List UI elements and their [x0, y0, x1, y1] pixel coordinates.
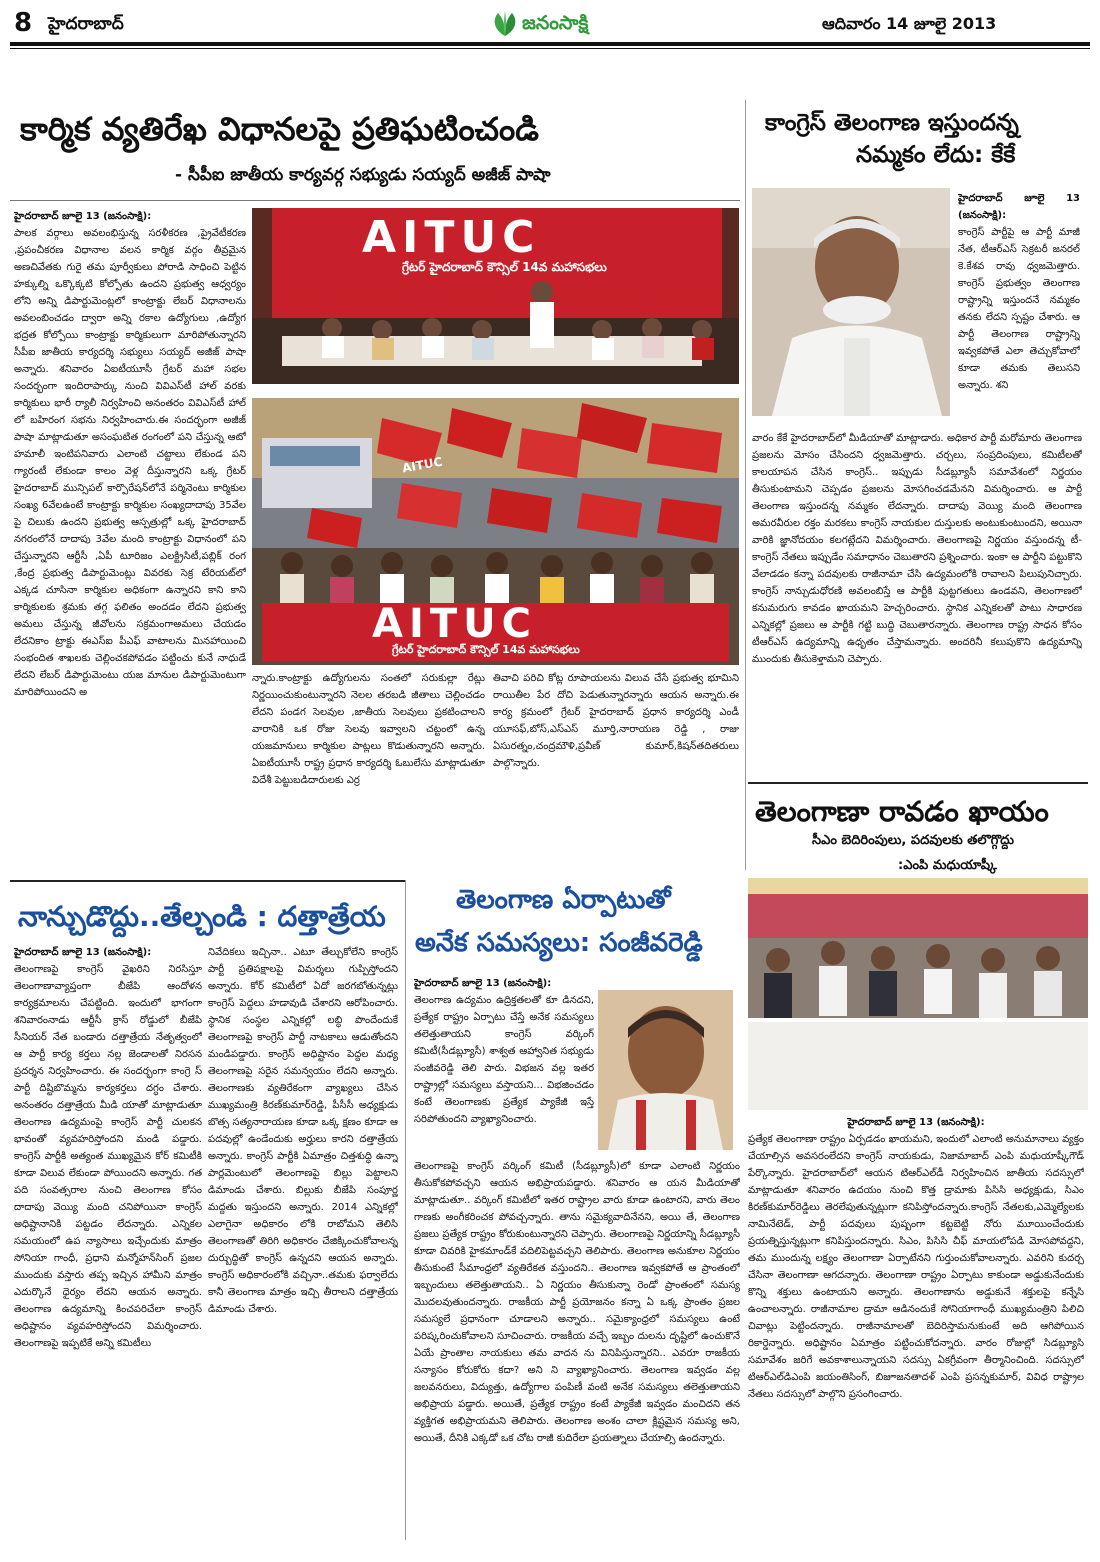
story3-dateline: హైదరాబాద్‌ జూలై 13 (జనంసాక్షి):: [847, 1117, 985, 1128]
page-number: 8: [14, 8, 33, 38]
story4-col1-text: తెలంగాణపై కాంగ్రెస్‌ వైఖరిని నిరసిస్తూ తెలంగాణావ్యాప్తంగా బీజేపి ఆందోళన కార్యక్రమాలను చేపట్టింది. ఇందులో భాగంగా శనివారంనాడు ఆర్టీసీ క్రాస్‌ రోడ్డులో బీజేపి సీనియర్‌ నేత బండారు దత్తాత్రేయ నేతృత్వంలో ఆ పార్టీ కార్య కర్తలు నల్ల జెండాలతో నిరసన ప్రదర్శన నిర్వహించారు. ఈ సందర్భంగా కాంగ్రె స్‌ పార్టీ దిష్టిబొమ్మను కార్యకర్తలు దగ్ధం చేశారు. అనంతరం దత్తాత్రేయ మీడి యాతో మాట్లాడుతూ తెలంగాణ ఉద్యమంపై కాంగ్రెస్‌ పార్టీ చులకన భావంతో వ్యవహరిస్తోందని మండి పడ్డారు. కాంగ్రెస్‌ పార్టీకి అత్యంత ముఖ్యమైన కోర్‌ కమిటీకి కూడా విలువ లేకుండా పోయిందని అన్నారు. గత పది సంవత్సరాల నుంచి తెలంగాణ కోసం దాదాపు వెయ్యి మంది చనిపోయినా కాంగ్రెస్‌ అధిష్టానానికి పట్టడం లేదన్నారు. ఎన్నికల సమయంలో ఉప న్యాసాలు ఇచ్చేందుకు మాత్రం సోనియా గాంధీ, ప్రధాని మన్మోహన్‌సింగ్‌ ప్రజల ముందుకు వస్తారు తప్ప ఇచ్చిన హామీని మాత్రం ఎదుర్కొనే ధైర్యం లేదని ఆయన అన్నారు. తెలంగాణ ఉద్యమాన్ని కించపరిచేలా కాంగ్రెస్‌ అధిష్టానం వ్యవహరిస్తోందని విమర్శించారు. తెలంగాణపై ఇప్పటికే అన్ని కమిటీలు: [14, 964, 202, 1349]
story3-subhead-line1: సీఎం బెదిరింపులు, పదవులకు తలొగ్గొద్దు: [812, 833, 1014, 848]
story1-column-1: [14, 208, 246, 864]
story4-col2-text: నివేదికలు ఇచ్చినా.. ఎటూ తేల్చుకోలేని కాంగ్రెస్‌ పార్టీ ప్రతిపక్షాలపై విమర్శలు గుప్పిస్తోందని అన్నారు. కోర్‌ కమిటీలో ఏదో జరగబోతున్నట్లు కాంగ్రెస్‌ పెద్దలు హడావుడి చేశారని ఆరోపించారు. స్థానిక సంస్థల ఎన్నికల్లో లబ్ధి పొందేందుకే తెలంగాణపై కాంగ్రెస్‌ పార్టీ నాటకాలు ఆడుతోందని మండిపడ్డారు. కాంగ్రెస్‌ అధిష్టానం పెద్దల మధ్య తెలంగాణపై సరైన సమన్వయం లేదని అన్నారు. తెలంగాణకు వ్యతిరేకంగా వ్యాఖ్యలు చేసిన ముఖ్యమంత్రి కిరణ్‌కుమార్‌రెడ్డి, పీసీసీ అధ్యక్షుడు బొత్స సత్యనారాయణ కూడా ఒక్క క్షణం కూడా ఆ పదవుల్లో ఉండేందుకు అర్హులు కారని దత్తాత్రేయ అన్నారు. కాంగ్రెస్‌ పార్టీకి ఏమాత్రం చిత్తశుద్ధి ఉన్నా పార్లమెంటులో తెలంగాణపై బిల్లు పెట్టాలని డిమాండు చేశారు. బిల్లుకు బీజేపి సంపూర్ణ మద్దతు ఇస్తుందని అన్నారు. 2014 ఎన్నికల్లో ఎలాగైనా అధికారం లోకి రాబోమని తెలిసి తెలంగాణతో తిరిగి అధికారం చేజిక్కించుకోవాలన్న దుర్బుద్ధితో కాంగ్రెస్‌ ఉన్నదని ఆయన అన్నారు. కాంగ్రెస్‌ అధికారంలోకి వచ్చినా..తమకు ఫర్వాలేదు కానీ తెలంగాణ మాత్రం ఇచ్చి తీరాలని దత్తాత్రేయ డిమాండు చేశారు.: [208, 947, 398, 1315]
story4-dateline: హైదరాబాద్‌ జూలై 13 (జనంసాక్షి):: [14, 947, 152, 958]
story1-col3-text: తివాచి పరిచి కోట్ల రూపాయలను విలువ చేసే ప్రభుత్వ భూమిని రాయితీల పేర దోచి పెడుతున్నారన్నారు ఆయన అన్నారు.ఈ కార్య క్రమంలో గ్రేటర్‌ హైదరాబాద్‌ ప్రధాన కార్యదర్శి ఎండీ యూసఫ్‌,బోస్‌,ఎస్‌ఎస్‌ మూర్తి,నారాయణ రెడ్డి , రాజు ఏసురత్నం,చంద్రమౌళి,ప్రవీణ్‌ కుమార్‌,కిషన్‌తదితరులు పాల్గొన్నారు.: [493, 673, 739, 769]
stage-banner-subtitle: గ్రేటర్ హైదరాబాద్ కౌన్సిల్ 14వ మహాసభలు: [402, 260, 607, 274]
story3-subhead-line2: :ఎంపి మధుయాష్కీ: [898, 858, 997, 873]
rally-flag-label: AITUC: [401, 454, 444, 476]
story2-headline-line1: కాంగ్రెస్‌ తెలంగాణ ఇస్తుందన్న: [765, 110, 1019, 136]
story2-dateline: హైదరాబాద్‌ జూలై 13 (జనంసాక్షి):: [958, 193, 1080, 221]
story1-col1-text: పాలక వర్గాలు అవలంభిస్తున్న సరళీకరణ ,ప్రైవేటీకరణ ,ప్రపంచీకరణ విధానాల వలన కార్మిక వర్గం తీవ్రమైన అణచివేతకు గురై తమ పూర్వీకులు పోరాడి సాధించి పెట్టిన హక్కుల్ని ఒక్కొక్కటి కోల్పోతు ఉందని ప్రభుత్వ ఆధ్వర్యం లోని అన్ని డిపార్టుమెంట్లలో కాంట్రాక్టు లేబర్‌ విధానాలను అవలంబించడం ద్వారా అన్ని రకాల ఉద్యోగులు ,ఉద్యోగ భద్రత కోల్పోయి కాంట్రాక్టు కార్మికులుగా మారిపోతున్నారని సీపీఐ జాతీయ కార్యదర్శి సభ్యులు సయ్యద్‌ అజీజ్‌ పాషా అన్నారు. శనివారం ఏఐటీయూసీ గ్రేటర్‌ మహా సభల సందర్భంగా ఇందిరాపార్కు నుంచి వివిఎస్‌టీ హాల్‌ వరకు కార్మికులు భారీ ర్యాలీ నిర్వహించి అనంతరం వివిఎస్‌టీ హాల్‌ లో బహిరంగ సభను నిర్వహించారు.ఈ సందర్భంగా అజీజ్‌ పాషా మాట్లాడుతూ అసంఘటిత రంగంలో పని చేస్తున్న ఆటో హమాలీ ఇంటిపనివారు ఎలాంటి చట్టాలు లేకుండ పని గ్యారంటీ లేకుండా కాలం వెళ్ల దీస్తున్నారని ఒక్క గ్రేటర్‌ హైదరాబాద్‌ మున్సిపల్‌ కార్పొరేషన్‌లోనే పర్మినెంటు కార్మికుల సంఖ్య 6వేలఉంటే కాంట్రాక్టు కార్మికుల సంఖ్యదాదాపు 35వేల పై చిలుకు ఉందని ప్రభుత్వ ఆస్పత్రుల్లో ఒక్క హైదరాబాద్‌ నగరంలోనే దాదాపు 3వేల మంది కాంట్రాక్టు విధానంలో పని చేస్తున్నారని ఆర్టీసీ ,ఏపీ టూరిజం ఎలక్ట్రిసిటీ,పబ్లిక్‌ రంగ ,కేంద్ర ప్రభుత్వ డిపార్టుమెంట్లు వివరకు సెక్ర టేరియట్‌లో ఎక్కడ చూసినా కార్మికుల అధికంగా ఉన్నారని కాని కాని కార్మికులకు శ్రమకు తగ్గ ఫలితం అందడం లేదని ప్రభుత్వ అమలు చేస్తున్న జీవోలను సక్రమంగాఅమలు చేయడం లేదనికాం ట్రాక్టు ఈఎస్ఐ పీఎఫ్‌ వాటాలను మినహాయించి సంభందిత శాఖలకు చెల్లించకపోవడం పట్టించు కునే నాధుడే లేదని లేబర్‌ డిపార్టుమెంటు యజ మానుల డిపార్టుమెంటుగా మారిపోయిందని అ: [14, 228, 246, 698]
rally-banner-title: AITUC: [372, 601, 537, 647]
story5-headline-line2: అనేక సమస్యలు: సంజీవరెడ్డి: [415, 928, 703, 958]
story1-col2-text: న్నారు.కాంట్రాక్టు ఉద్యోగులను సంతలో సరుకుల్లా రేట్లు నిర్ణయించుకుంటున్నారని నెలల తరబడి జీతాలు చెల్లించడం లేదని పండగ సెలవుల ,జాతీయ సెలవులు ప్రకటించాలని వారానికి ఒక రోజు సెలవు ఇవ్వాలని చట్టంలో ఉన్న యజమానులు కార్మికుల పాట్లలు కొడుతున్నారని అన్నారు. ఏఐటీయూసీ రాష్ట్ర ప్రధాన కార్యదర్శి ఓబులేసు మాట్లాడుతూ విదేశీ పెట్టుబడిదారులకు ఎర్ర: [252, 673, 485, 786]
story3-headline: తెలంగాణా రావడం ఖాయం: [755, 795, 1049, 828]
sanjeeva-reddy-portrait-photo: [598, 990, 733, 1150]
story2-full-text: వారం కేకే హైదరాబాద్‌లో మీడియాతో మాట్లాడారు. అధికార పార్టీ మరోమారు తెలంగాణ ప్రజలను మోసం చేసిందని ధ్వజమెత్తారు. చర్చలు, సంప్రదింపులు, కమిటీలతో కాలయాపన చేసిన కాంగ్రెస్‌.. ఇప్పుడు సీడబ్ల్యూసీ సమావేశంలో నిర్ణయం తీసుకుంటామని చెప్పడం ప్రజలను మోసగించడమేనని విమర్శించారు. ఆ పార్టీ తెలంగాణ ఇస్తుందన్న నమ్మకం లేదన్నారు. దాదాపు వెయ్యి మంది తెలంగాణ అమరవీరుల రక్తం మరకలు కాంగ్రెస్‌ నాయకుల దుస్తులకు అంటుకుంటుందని, అయినా వారికి జ్ఞానోదయం కలగట్లేదని విమర్శించారు. తెలంగాణపై నిర్ణయం వస్తుందన్న టీ-కాంగ్రెస్‌ నేతలు ఇప్పుడేం సమాధానం చెబుతారని ప్రశ్నించారు. ఇంకా ఆ పార్టీని పట్టుకొని వేలాడడం కన్నా పదవులకు రాజీనామా చేసి ఉద్యమంలోకి రావాలని పిలుపునిచ్చారు. కాంగ్రెస్‌ నాన్చుడుధోరణి అవలంబిస్తే ఆ పార్టీకి పుట్టగతులు ఉండవని, తెలంగాణలో కనుమరుగు కావడం ఖాయమని హెచ్చరించారు. స్థానిక ఎన్నికలతో పాటు సాధారణ ఎన్నికల్లో ప్రజలు ఆ పార్టీకి గట్టి బుద్ధి చెబుతారన్నారు. తెలంగాణ రాష్ట్ర సాధన కోసం టీఆర్ఎస్‌ ఉద్యమాన్ని ఉధృతం చేస్తామన్నారు. అందరినీ కలుపుకొని ఉద్యమాన్ని ముందుకు తీసుకెళ్తామని చెప్పారు.: [752, 433, 1082, 665]
column-divider: [405, 880, 406, 1540]
story2-side-column: [958, 190, 1080, 428]
madhu-yashki-conference-photo: [748, 878, 1088, 1110]
story2-side-text: కాంగ్రెస్‌ పార్టీపై ఆ పార్టీ మాజీ నేత, టీఆర్ఎస్‌ సెక్రటరీ జనరల్‌ కె.కేశవ రావు ధ్వజమెత్తారు. కాంగ్రెస్‌ ప్రభుత్వం తెలంగాణ రాష్ట్రాన్ని ఇస్తుందనే నమ్మకం తనకు లేదని స్పష్టం చేశారు. ఆ పార్టీ తెలంగాణ రాష్ట్రాన్ని ఇవ్వకపోతే ఎలా తెచ్చుకోవాలో కూడా తమకు తెలుసని అన్నారు. శని: [958, 227, 1080, 391]
aituc-stage-photo: [252, 208, 739, 384]
story3-column: [748, 1114, 1084, 1524]
story5-headline-line1: తెలంగాణ ఏర్పాటుతో: [456, 885, 671, 915]
story1-column-3: [493, 670, 739, 864]
story5-side-text: తెలంగాణ ఉద్యమం ఉద్రిక్తతలతో కూ డినదని, ప్రత్యేక రాష్ట్రం ఏర్పాటు చేస్తే అనేక సమస్యలు తలెత్తుతాయని కాంగ్రెస్‌ వర్కింగ్‌ కమిటీ(సీడబ్ల్యూసీ) శాశ్వత ఆహ్వానిత సభ్యుడు సంజీవరెడ్డి తెలి పారు. విభజన వల్ల ఇతర రాష్ట్రాల్లో సమస్యలు వస్తాయని... విభజించడం కంటే తెలంగాణకు ప్రత్యేక ప్యాకేజీ ఇస్తే సరిపోతుందని వ్యాఖ్యానించారు.: [414, 995, 594, 1125]
story4-column-2: [208, 944, 398, 1484]
leaf-logo-icon: [490, 10, 520, 38]
story1-headline: కార్మిక వ్యతిరేఖ విధానలపై ప్రతిఘటించండి: [20, 110, 539, 148]
story5-full-text: తెలంగాణపై కాంగ్రెస్‌ వర్కింగ్‌ కమిటీ (సీడబ్ల్యూసీ)లో కూడా ఎలాంటి నిర్ణయం తీసుకోకపోవచ్చని ఆయన అభిప్రాయపడ్డారు. శనివారం ఆ యన మీడియాతో మాట్లాడుతూ.. వర్కింగ్‌ కమిటీలో ఇతర రాష్ట్రాల వారు కూడా ఉంటారని, వారు తెలం గాణకు అంగీకరించక పోవచ్చన్నారు. తాను సమైక్యవాదినేనని, అయి తే, తెలంగాణ ప్రజలు ప్రత్యేక రాష్ట్రం కోరుకుంటున్నారని చెప్పారు. తెలంగాణపై నిర్ణయాన్ని సీడబ్ల్యూసీ కూడా చివరికి హైకమాండ్‌కే వదిలిపెట్టవచ్చని తెలిపారు. తెలంగాణ అనుకూల నిర్ణయం తీసుకుంటే సీమాంధ్రలో వ్యతిరేకత వస్తుందని.. తెలంగాణ ఇవ్వకపోతే ఆ ప్రాంతంలో ఇబ్బందులు తలెత్తుతాయని.. ఏ నిర్ణయం తీసుకున్నా రెండో ప్రాంతంలో సమస్య మొదలవుతుందన్నారు. రాజకీయ పార్టీ ప్రయోజనం కన్నా ఏ ఒక్క ప్రాంతం ప్రజల సమస్యలే ప్రధానంగా చూడాలని అన్నారు.. సమైక్యాంధ్రలో సమస్యలు ఉంటే పరిష్కరించుకోవాలని సూచించారు. రాజకీయ వచ్చే ఇబ్బం దులను దృష్టిలో ఉంచుకొనే ఏయే ప్రాంతాల నాయకులు తమ వాదన ను వినిపిస్తున్నారని.. ఎవరూ రాజకీయ సన్యాసం కోరుకోరు కదా? అని ని వ్యాఖ్యానించారు. తెలంగాణ ఇవ్వడం వల్ల జలవనరులు, విద్యుత్తు, ఉద్యోగాల పంపిణీ వంటి అనేక సమస్యలు తలెత్తుతాయని అభిప్రాయ పడ్డారు. అయితే, ప్రత్యేక రాష్ట్రం కంటే ప్యాకేజీ ఇవ్వడం మంచిదని తన వ్యక్తిగత అభిప్రాయమని తెలిపారు. తెలంగాణ అంశం చాలా క్లిష్టమైన సమస్య అని, అయితే, దీనికి ఎక్కడో ఒక చోట రాజీ కుదిరేలా ప్రయత్నాలు చేయాల్సి ఉందన్నారు.: [414, 1161, 740, 1444]
story1-column-2: [252, 670, 485, 864]
story2-full-column: [752, 430, 1082, 720]
stage-banner-title: AITUC: [362, 212, 541, 263]
rally-banner-subtitle: గ్రేటర్ హైదరాబాద్ కౌన్సిల్ 14వ మహాసభలు: [392, 643, 580, 656]
story4-headline: నాన్చుడొద్దు..తేల్చండి : దత్తాత్రేయ: [18, 900, 386, 933]
sanjeeva-reddy-portrait-art: [598, 990, 733, 1150]
story5-full-column: [414, 1158, 740, 1538]
divider: [10, 200, 740, 201]
column-divider: [745, 100, 746, 870]
divider: [10, 880, 405, 882]
masthead-rule-thin: [10, 48, 1090, 49]
aituc-rally-photo: [252, 398, 739, 665]
kk-portrait-art: [752, 188, 950, 416]
conference-photo-art: [748, 878, 1088, 1110]
story1-dateline: హైదరాబాద్‌ జూలై 13 (జనంసాక్షి):: [14, 211, 152, 222]
story5-dateline: హైదరాబాద్‌ జూలై 13 (జనంసాక్షి):: [414, 978, 552, 989]
story3-text: ప్రత్యేక తెలంగాణా రాష్ట్రం ఏర్పడడం ఖాయమని, ఇందులో ఎలాంటి అనుమానాలు వ్యక్తం చేయాల్సిన అవసరంలేదని కాంగ్రెస్‌ నాయకుడు, నిజామాబాద్‌ ఎంపి మధుయాష్కీగౌడ్‌ పేర్కొన్నారు. హైదరాబాద్‌లో ఆయన టిఆర్‌ఎల్‌డీ నిర్వహించిన జాతీయ సదస్సులో మాట్లాడుతూ శనివారం ఉదయం నుంచి కొత్త డ్రామాకు పిసిసి అధ్యక్షుడు, సిఎం కిరణ్‌కుమార్‌రెడ్డిలు తెరలేపుతున్నట్లుగా కనిపిస్తోందన్నారు.కాంగ్రెస్‌ నేతలకు,ఎమ్మెల్యేలకు నామినేటెడ్‌, పార్టీ పదవులు పుష్పంగా కట్టబెట్టి నోరు మూయించేందుకు ప్రయత్నిస్తున్నట్లుగా కనిపిస్తుందన్నారు. సిఎం, పిసిసి చీఫ్‌ మాయలోపడి మోసపోవద్దని, తమ ముందున్న లక్ష్యం తెలంగాణా ఏర్పాటేనని గుర్తుంచుకోవాలన్నారు. ఎవరిని కుదర్చ చేసినా తెలంగాణా ఆగదన్నారు. తెలంగాణా రాష్ట్రం ఏర్పాటు కాకుండా అడ్డుకునేందుకు కొన్ని శక్తులు ఉంటాయని అన్నారు. తెలంగాణాను అడ్డుకునే శక్తులపై కన్నేసి ఉంచాలన్నారు. రాజీనామాల డ్రామా ఆడినందుకే సోనియాగాంధీ ముఖ్యమంత్రిని పిలిచి చివాట్లు పెట్టిందన్నారు. రాజీనామాలతో బెదిరిస్తామనుకుంటే అది ఆగిపోయిన రికార్డెన్నారు. అధిష్టానం ఏమాత్రం పట్టించుకోదన్నారు. వారం రోజుల్లో సిడబ్ల్యూసి సమావేశం జరిగే అవకాశాలున్నాయని సదస్సు ఏకగ్రీవంగా తీర్మానించింది. సదస్సులో టిఆర్‌ఎల్‌డిఎంపి జయంతిసింగ్‌, బిజూజనతాదళ్‌ ఎంపి ప్రసన్నకుమార్‌, వివిధ రాష్ట్రాల నేతలు సదస్సులో పాల్గొని ప్రసంగించారు.: [748, 1134, 1084, 1400]
masthead-rule: [10, 42, 1090, 46]
story1-subhead: - సీపీఐ జాతీయ కార్యవర్గ సభ్యుడు సయ్యద్‌ అజీజ్‌ పాషా: [175, 165, 551, 185]
divider: [748, 782, 1088, 784]
paper-logo: [488, 6, 638, 42]
city-label: హైదరాబాద్: [48, 14, 124, 34]
story5-side-column: [414, 975, 594, 1155]
story2-headline-line2: నమ్మకం లేదు: కేకే: [856, 142, 1016, 168]
paper-name: జనంసాక్షి: [522, 12, 589, 34]
issue-date: ఆదివారం 14 జూలై 2013: [822, 14, 997, 33]
kk-portrait-photo: [752, 188, 950, 416]
story4-column-1: [14, 944, 202, 1544]
